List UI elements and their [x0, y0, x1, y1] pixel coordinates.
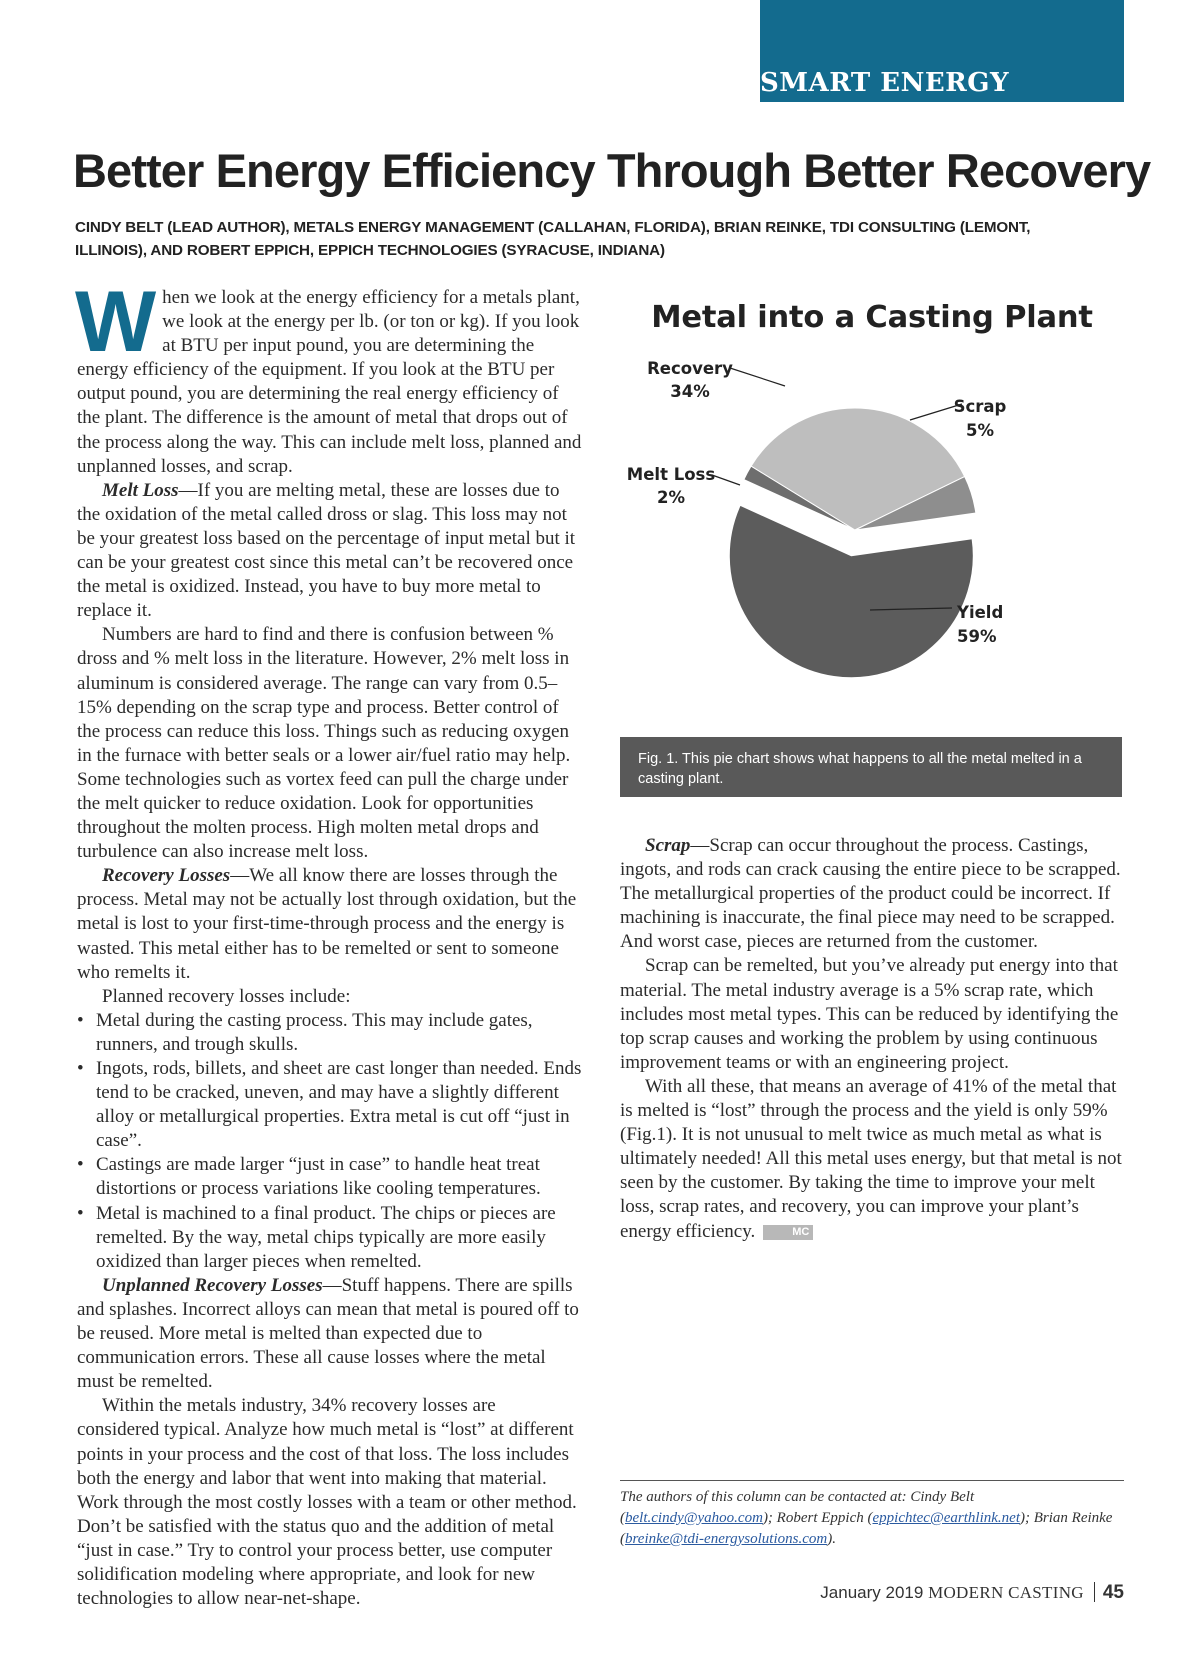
melt-loss-heading: Melt Loss	[102, 479, 179, 501]
issue-date: January 2019	[820, 1583, 924, 1602]
list-item: • Castings are made larger “just in case” to handle heat treat distortions or process variations like cooling temperatures.	[77, 1153, 582, 1201]
intro-text: hen we look at the energy efficiency for a metals plant, we look at the energy per lb. (or ton or kg). If you look at BTU per input pound, you are determining the energy efficiency of the equipment. If you look at the BTU per output pound, you are determining the real energy efficiency of the plant. The difference is the amount of metal that drops out of the process along the way. This can include melt loss, planned and unplanned losses, and scrap.	[77, 287, 582, 477]
page-number: 45	[1102, 1582, 1124, 1603]
recovery-losses-text: —We all know there are losses through the process. Metal may not be actually lost through oxidation, but the metal is lost to your first-time-through process and the energy is wasted. This metal either has to be remelted or sent to someone who remelts it.	[77, 865, 577, 983]
recovery-losses-paragraph	[77, 864, 582, 984]
unplanned-losses-heading: Unplanned Recovery Losses	[102, 1274, 323, 1296]
body-column-left	[75, 274, 582, 1611]
scrap-paragraph	[620, 834, 1124, 954]
leader-line	[712, 475, 740, 485]
conclusion-text: With all these, that means an average of 41% of the metal that is melted is “lost” through the process and the yield is only 59% (Fig.1). It is not unusual to melt twice as much metal as what is ultimately needed! All this metal uses energy, but that metal is not seen by the customer. By taking the time to improve your melt loss, scrap rates, and recovery, you can improve your plant’s energy efficiency.	[620, 1075, 1122, 1242]
publication-name: MODERN CASTING	[928, 1583, 1084, 1602]
body-column-right	[620, 834, 1124, 1244]
scrap-text: —Scrap can occur throughout the process. Castings, ingots, and rods can crack causing the entire piece to be scrapped. The metallurgical properties of the product could be incorrect. If machining is inaccurate, the final piece may need to be scrapped. And worst case, pieces are returned from the customer.	[620, 835, 1121, 953]
author-contact-note	[620, 1480, 1124, 1550]
contact-end: ).	[827, 1531, 836, 1547]
pie-slice-yield	[729, 505, 973, 677]
slice-label: Scrap	[953, 397, 1007, 416]
drop-cap: W	[75, 274, 157, 370]
list-item: • Ingots, rods, billets, and sheet are cast longer than needed. Ends tend to be cracked, uneven, and may have a slightly different alloy or metallurgical properties. Extra metal is cut off “just in case”.	[77, 1057, 582, 1153]
unplanned-losses-paragraph	[77, 1274, 582, 1394]
scrap-heading: Scrap	[645, 835, 691, 856]
list-item: • Metal during the casting process. This may include gates, runners, and trough skulls.	[77, 1009, 582, 1057]
page-footer	[700, 1582, 1124, 1604]
slice-label: Yield	[957, 603, 1004, 622]
section-label: SMART ENERGY	[760, 68, 1010, 98]
slice-value-label: 59%	[957, 627, 997, 646]
pie-chart	[620, 360, 1124, 690]
planned-losses-list	[77, 1009, 582, 1274]
intro-paragraph	[75, 274, 582, 479]
scrap-remelt-paragraph: Scrap can be remelted, but you’ve already put energy into that material. The metal industry average is a 5% scrap rate, which includes most metal types. This can be reduced by identifying the top scrap causes and working the problem by using continuous improvement teams or with an engineering project.	[620, 955, 1119, 1073]
melt-loss-text: —If you are melting metal, these are losses due to the oxidation of the metal called dross or slag. This loss may not be your greatest loss based on the percentage of input metal but it can be your greatest cost since this metal can’t be recovered once the metal is oxidized. Instead, you have to buy more metal to replace it.	[77, 479, 576, 622]
chart-title: Metal into a Casting Plant	[651, 300, 1093, 335]
recovery-losses-heading: Recovery Losses	[102, 865, 231, 887]
email-link-robert-eppich[interactable]: eppichtec@earthlink.net	[872, 1510, 1020, 1526]
slice-label: Melt Loss	[626, 465, 716, 484]
list-item: • Metal is machined to a final product. The chips or pieces are remelted. By the way, metal chips typically are more easily oxidized than larger pieces when remelted.	[77, 1202, 582, 1274]
numbers-paragraph: Numbers are hard to find and there is confusion between % dross and % melt loss in the literature. However, 2% melt loss in aluminum is considered average. The range can vary from 0.5–15% depending on the scrap type and process. Better control of the process can reduce this loss. Things such as reducing oxygen in the furnace with better seals or a lower air/fuel ratio may help. Some technologies such as vortex feed can pull the charge under the melt quicker to reduce oxidation. Look for opportunities throughout the molten process. High molten metal drops and turbulence can also increase melt loss.	[77, 624, 571, 863]
slice-label: Recovery	[647, 360, 733, 378]
article-title: Better Energy Efficiency Through Better Recovery	[73, 144, 1151, 197]
figure-caption: Fig. 1. This pie chart shows what happens to all the metal melted in a casting plant.	[620, 737, 1122, 797]
leader-line	[730, 368, 785, 386]
contact-intro: The authors of this column can be contacted at: Cindy Belt (	[620, 1489, 975, 1526]
article-byline: CINDY BELT (LEAD AUTHOR), METALS ENERGY MANAGEMENT (CALLAHAN, FLORIDA), BRIAN REINKE, TDI CONSULTING (LEMONT, ILLINOIS), AND ROBERT EPPICH, EPPICH TECHNOLOGIES (SYRACUSE, INDIANA)	[75, 219, 1031, 259]
unplanned-losses-text: —Stuff happens. There are spills and splashes. Incorrect alloys can mean that metal is poured off to be reused. More metal is melted than expected due to communication errors. These all cause losses where the metal must be remelted.	[77, 1274, 579, 1393]
email-link-cindy-belt[interactable]: belt.cindy@yahoo.com	[625, 1510, 763, 1526]
melt-loss-paragraph	[77, 479, 582, 624]
slice-value-label: 2%	[656, 488, 686, 507]
end-mark-badge: MC	[763, 1225, 813, 1240]
metals-industry-paragraph: Within the metals industry, 34% recovery losses are considered typical. Analyze how much metal is “lost” at different points in your process and the cost of that loss. The loss includes both the energy and labor that went into making that material. Work through the most costly losses with a team or other method. Don’t be satisfied with the status quo and the addition of metal “just in case.” Try to control your process better, use computer solidification modeling where appropriate, and look for new technologies to allow near-net-shape.	[77, 1395, 577, 1610]
conclusion-paragraph	[620, 1075, 1124, 1244]
slice-value-label: 34%	[670, 382, 710, 401]
contact-separator: ); Brian Reinke (	[620, 1510, 1113, 1547]
contact-separator: ); Robert Eppich (	[762, 1510, 873, 1526]
planned-losses-intro: Planned recovery losses include:	[102, 985, 351, 1007]
footer-divider	[1094, 1582, 1095, 1602]
email-link-brian-reinke[interactable]: breinke@tdi-energysolutions.com	[625, 1531, 828, 1547]
slice-value-label: 5%	[965, 421, 995, 440]
